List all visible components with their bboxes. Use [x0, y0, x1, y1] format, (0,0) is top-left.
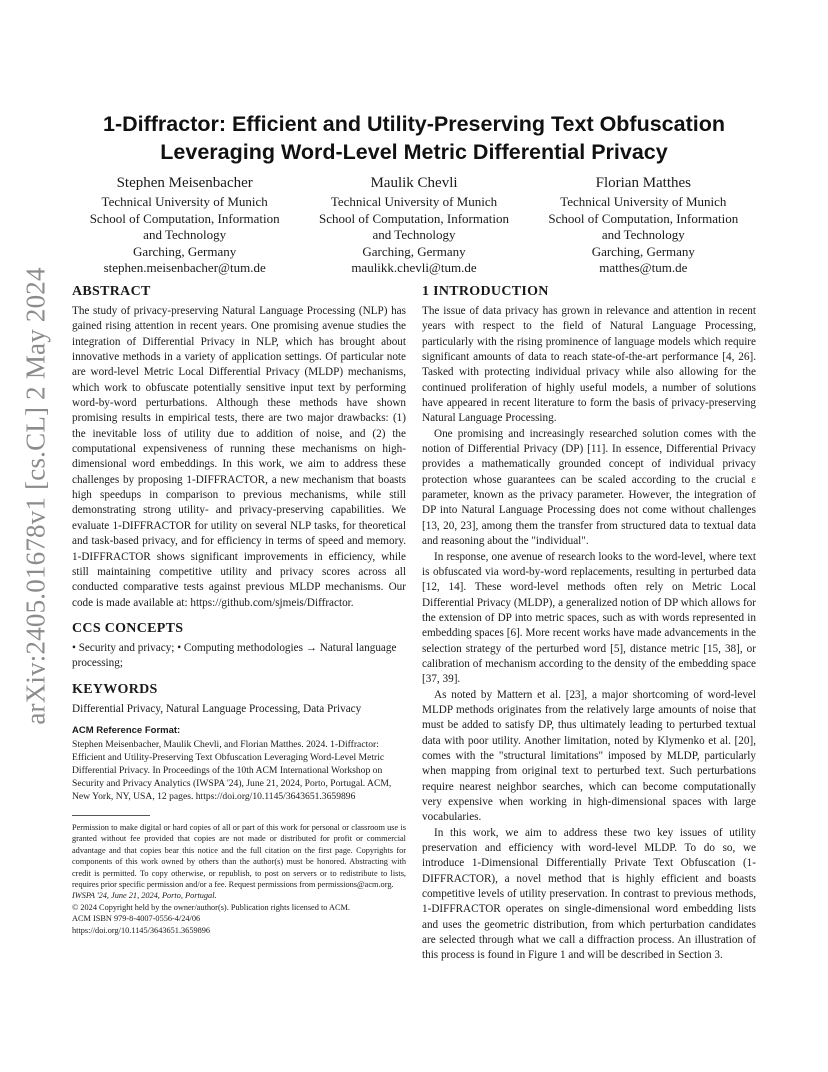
keywords-heading: KEYWORDS — [72, 681, 158, 697]
intro-paragraph: One promising and increasingly researched solution comes with the notion of Differential Privacy (DP) [11]. In essence, Differential Privacy provides a mathematically grounded concept of individual privacy protection whose guarantees can be scaled according to the crucial ε parameter, known as the privacy parameter. However, the integration of DP into Natural Language Processing does not come without challenges [13, 20, 23], among them the transfer from structured data to textual data and reasoning about the "individual". — [422, 427, 756, 548]
author-affiliation: School of Computation, Information — [548, 210, 739, 226]
keywords-text: Differential Privacy, Natural Language Processing, Data Privacy — [72, 702, 362, 715]
abstract-heading: ABSTRACT — [72, 284, 151, 299]
author-affiliation: School of Computation, Information — [319, 210, 509, 226]
left-column — [72, 284, 406, 936]
intro-paragraph: In this work, we aim to address these two key issues of utility preservation and efficiency with word-level MLDP. To do so, we introduce 1-Dimensional Differentially Private Text Obfuscation (1-DIFFRACTOR), a novel method that is highly efficient and boasts competitive levels of utility preservation. In contrast to previous methods, 1-DIFFRACTOR operates on single-dimensional word embedding lists and uses the geometric distribution, from which perturbation candidates are selected through what we call a diffraction process. An illustration of this process is found in Figure 1 and will be described in Section 3. — [422, 826, 756, 962]
copyright-line: © 2024 Copyright held by the owner/author(s). Publication rights licensed to ACM. — [72, 902, 350, 912]
author-affiliation: Technical University of Munich — [101, 194, 268, 209]
author-affiliation: and Technology — [372, 227, 456, 242]
title-line-1: 1-Diffractor: Efficient and Utility-Preserving Text Obfuscation — [103, 112, 725, 136]
author-location: Garching, Germany — [591, 243, 695, 259]
author-name: Stephen Meisenbacher — [116, 175, 253, 191]
author-email: maulikk.chevli@tum.de — [351, 260, 477, 275]
author-affiliation: School of Computation, Information — [89, 210, 280, 226]
footnote-rule — [72, 815, 150, 816]
author-location: Garching, Germany — [362, 243, 466, 259]
author-1 — [70, 173, 299, 277]
author-3 — [529, 173, 758, 277]
paper-title — [72, 110, 756, 166]
arxiv-stamp: arXiv:2405.01678v1 [cs.CL] 2 May 2024 — [20, 267, 51, 725]
author-name: Maulik Chevli — [370, 175, 458, 191]
intro-paragraph: As noted by Mattern et al. [23], a major shortcoming of word-level MLDP methods originates from the relatively large amounts of noise that must be added to satisfy DP, thus ultimately leading to perturbed textual data with poor utility. Another limitation, noted by Klymenko et al. [20], comes with the "structural limitations" imposed by MLDP, particularly when mapping from original text to perturbed text. Such perturbations require nearest neighbor searches, which can become computationally very expensive when working in high-dimensional spaces with large vocabularies. — [422, 688, 756, 824]
introduction-heading: 1 INTRODUCTION — [422, 284, 549, 299]
acm-reference-heading: ACM Reference Format: — [72, 724, 181, 736]
author-location: Garching, Germany — [133, 243, 237, 259]
author-affiliation: Technical University of Munich — [560, 194, 727, 209]
doi-line: https://doi.org/10.1145/3643651.3659896 — [72, 925, 211, 935]
author-affiliation: Technical University of Munich — [330, 194, 498, 209]
intro-paragraph: The issue of data privacy has grown in relevance and attention in recent years with respect to the field of Natural Language Processing, particularly with the rising prominence of language models which require significant amounts of data to reach state-of-the-art performance [4, 26]. Tasked with protecting individual privacy while also allowing for the continued proliferation of highly useful models, a number of solutions have appeared in recent literature to form the basis of privacy-preserving Natural Language Processing. — [422, 305, 756, 425]
right-column — [422, 284, 756, 964]
permission-text: Permission to make digital or hard copies of all or part of this work for personal or classroom use is granted without fee provided that copies are not made or distributed for profit or commercial advantage and that copies bear this notice and the full citation on the first page. Copyrights for components of this work owned by others than the author(s) must be honored. Abstracting with credit is permitted. To copy otherwise, or republish, to post on servers or to redistribute to lists, requires prior specific permission and/or a fee. Request permissions from permissions@acm.org. — [72, 822, 406, 889]
author-email: matthes@tum.de — [599, 260, 688, 275]
venue-line: IWSPA '24, June 21, 2024, Porto, Portugal. — [72, 891, 217, 901]
intro-paragraph: In response, one avenue of research looks to the word-level, where text is obfuscated via word-by-word replacements, resulting in perturbed data [12, 14]. These word-level methods often rely on Metric Local Differential Privacy (MLDP), a generalized notion of DP which allows for the extension of DP into metric spaces, such as with words represented in embedding spaces [6]. More recent works have made advancements in the selection strategy of the perturbed word [5], distance metric [15, 38], or calibration of mechanism according to the density of the embedding space [37, 39]. — [422, 550, 756, 686]
author-2 — [299, 173, 528, 277]
author-affiliation: and Technology — [601, 227, 685, 242]
author-affiliation: and Technology — [143, 227, 227, 242]
ccs-heading: CCS CONCEPTS — [72, 620, 184, 636]
ccs-text: • Security and privacy; • Computing methodologies → Natural language processing; — [72, 641, 397, 670]
author-block — [70, 173, 758, 277]
abstract-text: The study of privacy-preserving Natural Language Processing (NLP) has gained rising attention in recent years. One promising avenue studies the integration of Differential Privacy in NLP, which has brought about innovative methods in a variety of application settings. Of particular note are word-level Metric Local Differential Privacy (MLDP) mechanisms, which work to obfuscate potentially sensitive input text by performing word-by-word perturbations. Although these methods have shown promising results in empirical tests, there are two major drawbacks: (1) the inevitable loss of utility due to addition of noise, and (2) the computational expensiveness of running these mechanisms on high-dimensional word embeddings. In this work, we aim to address these challenges by proposing 1-DIFFRACTOR, a new mechanism that boasts high speedups in comparison to previous mechanisms, while still demonstrating strong utility- and privacy-preserving capabilities. We evaluate 1-DIFFRACTOR for utility on several NLP tasks, for theoretical and task-based privacy, and for efficiency in terms of speed and memory. 1-DIFFRACTOR shows significant improvements in efficiency, while still maintaining competitive utility and privacy scores across all conducted comparative tests against previous MLDP mechanisms. Our code is made available at: https://github.com/sjmeis/Diffractor. — [72, 305, 406, 609]
author-name: Florian Matthes — [595, 175, 692, 191]
acm-reference-text: Stephen Meisenbacher, Maulik Chevli, and Florian Matthes. 2024. 1-Diffractor: Efficient and Utility-Preserving Text Obfuscation Leveraging Word-Level Metric Differential Privacy. In Proceedings of the 10th ACM International Workshop on Security and Privacy Analytics (IWSPA '24), June 21, 2024, Porto, Portugal. ACM, New York, NY, USA, 12 pages. https://doi.org/10.1145/3643651.3659896 — [72, 738, 392, 802]
title-line-2: Leveraging Word-Level Metric Differential Privacy — [160, 140, 668, 164]
isbn-line: ACM ISBN 979-8-4007-0556-4/24/06 — [72, 914, 201, 924]
author-email: stephen.meisenbacher@tum.de — [103, 260, 266, 275]
